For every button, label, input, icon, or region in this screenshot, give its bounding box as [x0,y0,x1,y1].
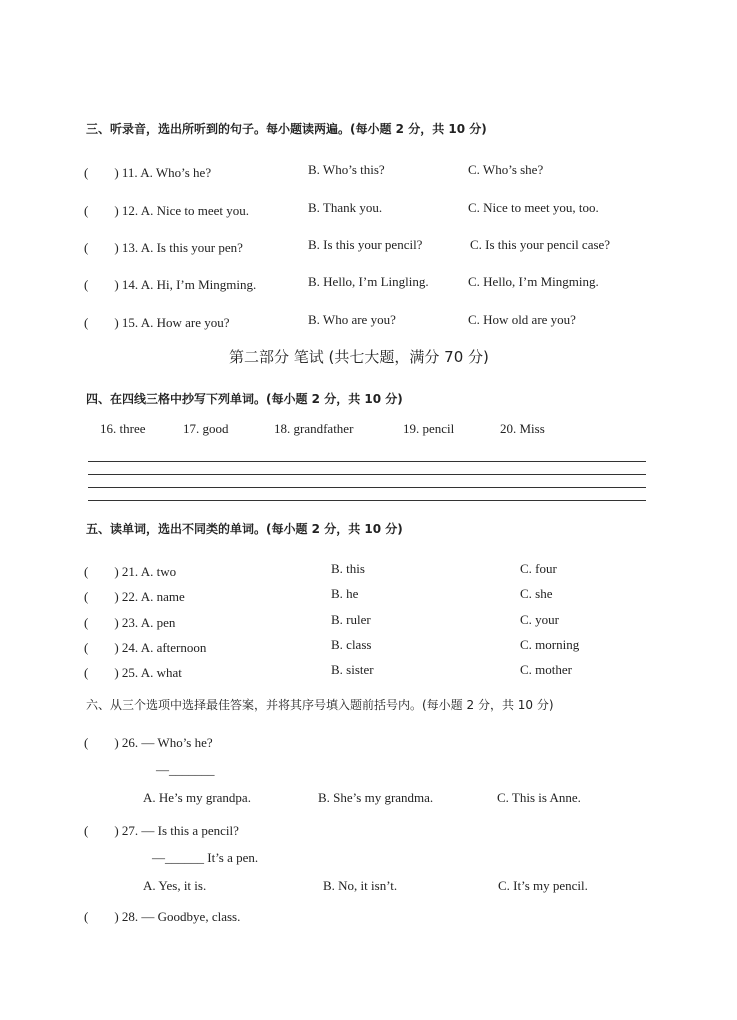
section5-title: 五、读单词，选出不同类的单词。(每小题 2 分，共 10 分) [86,522,403,536]
question-12-a: ( ) 12. A. Nice to meet you. [84,203,249,218]
question-15-a: ( ) 15. A. How are you? [84,315,230,330]
question-14-c: C. Hello, I’m Mingming. [468,274,599,289]
question-24-a: ( ) 24. A. afternoon [84,640,207,655]
section3-title: 三、听录音，选出所听到的句子。每小题读两遍。(每小题 2 分，共 10 分) [86,122,487,136]
question-13-b: B. Is this your pencil? [308,237,423,252]
question-14-b: B. Hello, I’m Lingling. [308,274,429,289]
part2-title: 第二部分 笔试 (共七大题，满分 70 分) [229,348,489,366]
question-26-blank: —_______ [156,762,215,777]
question-26-a: A. He’s my grandpa. [143,790,251,805]
question-28: ( ) 28. — Goodbye, class. [84,909,241,924]
copy-word-18: 18. grandfather [274,421,354,436]
section6-title: 六、从三个选项中选择最佳答案，并将其序号填入题前括号内。(每小题 2 分，共 10 分) [86,698,554,712]
question-24-c: C. morning [520,637,580,652]
question-12-c: C. Nice to meet you, too. [468,200,599,215]
question-14-a: ( ) 14. A. Hi, I’m Mingming. [84,277,257,292]
writing-line-2 [88,474,646,475]
question-27-b: B. No, it isn’t. [323,878,398,893]
question-26: ( ) 26. — Who’s he? [84,735,213,750]
question-23-a: ( ) 23. A. pen [84,615,176,630]
section4-title: 四、在四线三格中抄写下列单词。(每小题 2 分，共 10 分) [86,392,403,406]
question-21-b: B. this [331,561,365,576]
question-15-b: B. Who are you? [308,312,396,327]
question-13-c: C. Is this your pencil case? [470,237,611,252]
writing-line-3 [88,487,646,488]
question-11-c: C. Who’s she? [468,162,544,177]
copy-word-17: 17. good [183,421,229,436]
question-26-c: C. This is Anne. [497,790,581,805]
question-22-a: ( ) 22. A. name [84,589,185,604]
question-24-b: B. class [331,637,372,652]
question-27-blank: —______ It’s a pen. [152,850,259,865]
question-27-c: C. It’s my pencil. [498,878,588,893]
question-22-b: B. he [331,586,359,601]
question-12-b: B. Thank you. [308,200,383,215]
writing-line-4 [88,500,646,501]
question-25-b: B. sister [331,662,374,677]
writing-line-1 [88,461,646,462]
question-11-b: B. Who’s this? [308,162,385,177]
question-27-a: A. Yes, it is. [143,878,207,893]
copy-word-16: 16. three [100,421,146,436]
question-13-a: ( ) 13. A. Is this your pen? [84,240,243,255]
question-11-a: ( ) 11. A. Who’s he? [84,165,212,180]
question-15-c: C. How old are you? [468,312,576,327]
question-23-b: B. ruler [331,612,371,627]
question-25-a: ( ) 25. A. what [84,665,182,680]
question-22-c: C. she [520,586,553,601]
question-23-c: C. your [520,612,559,627]
question-21-a: ( ) 21. A. two [84,564,177,579]
question-21-c: C. four [520,561,557,576]
question-27: ( ) 27. — Is this a pencil? [84,823,239,838]
question-26-b: B. She’s my grandma. [318,790,434,805]
copy-word-19: 19. pencil [403,421,455,436]
question-25-c: C. mother [520,662,572,677]
copy-word-20: 20. Miss [500,421,545,436]
